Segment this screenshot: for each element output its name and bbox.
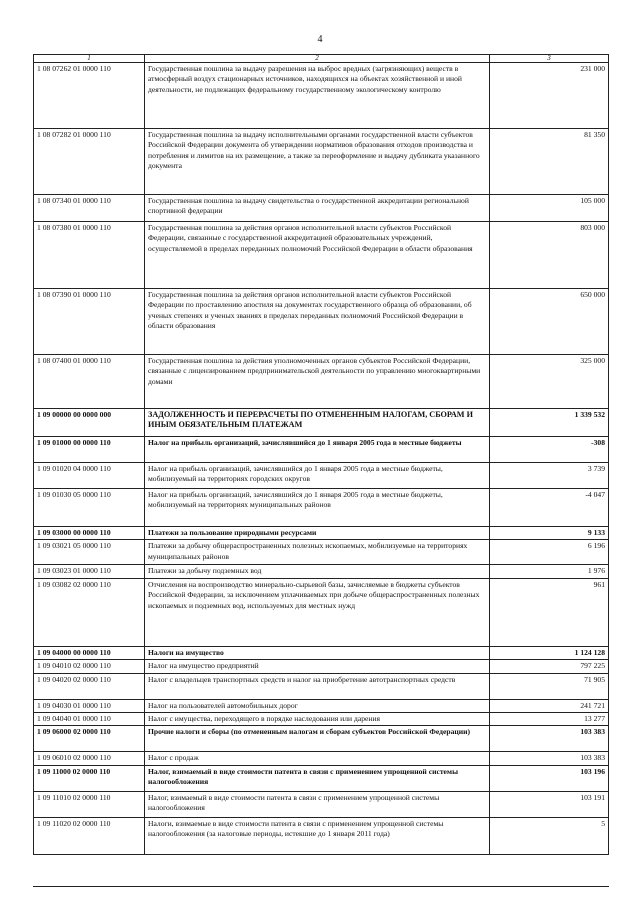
table-row xyxy=(34,673,609,699)
row-code: 1 08 07400 01 0000 110 xyxy=(34,355,145,409)
row-name: Налог на пользователей автомобильных дорог xyxy=(145,699,490,712)
table-header-row xyxy=(34,55,609,63)
row-code: 1 09 04000 00 0000 110 xyxy=(34,646,145,659)
row-name: Налог на прибыль организаций, зачислявшийся до 1 января 2005 года в местные бюджеты, мобилизуемый на территориях городских округов xyxy=(145,463,490,489)
row-name: Государственная пошлина за действия уполномоченных органов субъектов Российской Федерации, связанные с лицензированием предпринимательской деятельности по управлению многоквартирными домами xyxy=(145,355,490,409)
row-amount: 1 339 532 xyxy=(490,409,609,437)
row-name: Налоги, взимаемые в виде стоимости патента в связи с применением упрощенной системы налогообложения (за налоговые периоды, истекшие до 1 января 2011 года) xyxy=(145,817,490,854)
column-header-3: 3 xyxy=(490,55,609,63)
row-amount: 103 383 xyxy=(490,726,609,752)
row-code: 1 09 04030 01 0000 110 xyxy=(34,699,145,712)
row-name: Платежи за добычу подземных вод xyxy=(145,565,490,578)
row-name: ЗАДОЛЖЕННОСТЬ И ПЕРЕРАСЧЕТЫ ПО ОТМЕНЕННЫМ НАЛОГАМ, СБОРАМ И ИНЫМ ОБЯЗАТЕЛЬНЫМ ПЛАТЕЖАМ xyxy=(145,409,490,437)
row-code: 1 09 04020 02 0000 110 xyxy=(34,673,145,699)
row-amount: 105 000 xyxy=(490,195,609,222)
row-amount: 81 350 xyxy=(490,129,609,195)
row-name: Налог на имущество предприятий xyxy=(145,660,490,673)
row-name: Отчисления на воспроизводство минерально-сырьевой базы, зачисляемые в бюджеты субъектов Российской Федерации, за исключением уплачиваемых при добыче общераспространенных полезных ископаемых и подземных вод, используемых для местных нужд xyxy=(145,578,490,646)
row-name: Прочие налоги и сборы (по отмененным налогам и сборам субъектов Российской Федерации) xyxy=(145,726,490,752)
row-name: Государственная пошлина за выдачу свидетельства о государственной аккредитации региональной спортивной федерации xyxy=(145,195,490,222)
row-name: Налог, взимаемый в виде стоимости патента в связи с применением упрощенной системы налогообложения xyxy=(145,791,490,817)
row-code: 1 09 06010 02 0000 110 xyxy=(34,752,145,765)
table-row-subtotal xyxy=(34,726,609,752)
row-code: 1 08 07340 01 0000 110 xyxy=(34,195,145,222)
table-row xyxy=(34,463,609,489)
column-header-1: 1 xyxy=(34,55,145,63)
table-row xyxy=(34,660,609,673)
row-name: Государственная пошлина за выдачу разрешения на выброс вредных (загрязняющих) веществ в атмосферный воздух стационарных источников, находящихся на объектах хозяйственной и иной деятельности, не подлежащих федеральному государственному экологическому контролю xyxy=(145,63,490,129)
row-name: Платежи за добычу общераспространенных полезных ископаемых, мобилизуемые на территориях муниципальных районов xyxy=(145,540,490,565)
row-code: 1 09 01030 05 0000 110 xyxy=(34,489,145,527)
row-name: Государственная пошлина за действия органов исполнительной власти субъектов Российской Федерации по проставлению апостиля на документах государственного образца об образовании, об ученых степенях и ученых званиях в пределах переданных полномочий Российской Федерации в области образования xyxy=(145,289,490,355)
table-row xyxy=(34,129,609,195)
column-header-2: 2 xyxy=(145,55,490,63)
table-row-subtotal xyxy=(34,646,609,659)
row-amount: 1 124 128 xyxy=(490,646,609,659)
row-code: 1 09 11010 02 0000 110 xyxy=(34,791,145,817)
row-amount: 103 383 xyxy=(490,752,609,765)
row-name: Налог с продаж xyxy=(145,752,490,765)
row-amount: 325 000 xyxy=(490,355,609,409)
row-code: 1 09 11000 02 0000 110 xyxy=(34,765,145,791)
row-code: 1 08 07380 01 0000 110 xyxy=(34,222,145,289)
row-code: 1 09 04040 01 0000 110 xyxy=(34,713,145,726)
row-code: 1 09 03023 01 0000 110 xyxy=(34,565,145,578)
table-row xyxy=(34,540,609,565)
table-row-subtotal xyxy=(34,765,609,791)
row-amount: 961 xyxy=(490,578,609,646)
table-row xyxy=(34,195,609,222)
row-amount: 3 739 xyxy=(490,463,609,489)
page-number: 4 xyxy=(317,34,323,45)
row-amount: 6 196 xyxy=(490,540,609,565)
row-amount: -4 047 xyxy=(490,489,609,527)
row-name: Налоги на имущество xyxy=(145,646,490,659)
row-code: 1 09 01020 04 0000 110 xyxy=(34,463,145,489)
table-row xyxy=(34,578,609,646)
table-row-section xyxy=(34,409,609,437)
table-row xyxy=(34,817,609,854)
row-amount: 5 xyxy=(490,817,609,854)
table-row xyxy=(34,752,609,765)
row-code: 1 09 03021 05 0000 110 xyxy=(34,540,145,565)
table-row xyxy=(34,565,609,578)
row-name: Налог, взимаемый в виде стоимости патента в связи с применением упрощенной системы налогообложения xyxy=(145,765,490,791)
row-code: 1 09 04010 02 0000 110 xyxy=(34,660,145,673)
table-row xyxy=(34,791,609,817)
row-code: 1 09 00000 00 0000 000 xyxy=(34,409,145,437)
row-code: 1 08 07282 01 0000 110 xyxy=(34,129,145,195)
table-row xyxy=(34,699,609,712)
table-row xyxy=(34,289,609,355)
table-row xyxy=(34,222,609,289)
row-code: 1 09 11020 02 0000 110 xyxy=(34,817,145,854)
table-row xyxy=(34,355,609,409)
row-code: 1 09 03082 02 0000 110 xyxy=(34,578,145,646)
row-amount: 13 277 xyxy=(490,713,609,726)
row-name: Налог на прибыль организаций, зачислявшийся до 1 января 2005 года в местные бюджеты, мобилизуемый на территориях муниципальных районов xyxy=(145,489,490,527)
row-amount: -308 xyxy=(490,437,609,463)
row-amount: 103 196 xyxy=(490,765,609,791)
row-amount: 231 000 xyxy=(490,63,609,129)
table-row-subtotal xyxy=(34,527,609,540)
row-amount: 803 000 xyxy=(490,222,609,289)
row-amount: 650 000 xyxy=(490,289,609,355)
row-name: Налог с владельцев транспортных средств и налог на приобретение автотранспортных средств xyxy=(145,673,490,699)
row-amount: 71 905 xyxy=(490,673,609,699)
table-row xyxy=(34,489,609,527)
row-code: 1 08 07390 01 0000 110 xyxy=(34,289,145,355)
page-bottom-rule xyxy=(33,886,609,887)
revenue-table xyxy=(33,54,609,855)
row-name: Государственная пошлина за действия органов исполнительной власти субъектов Российской Федерации, связанные с государственной аккредитацией образовательных учреждений, осуществляемой в пределах переданных полномочий Российской Федерации в области образования xyxy=(145,222,490,289)
row-name: Налог с имущества, переходящего в порядке наследования или дарения xyxy=(145,713,490,726)
row-code: 1 08 07262 01 0000 110 xyxy=(34,63,145,129)
table-row-subtotal xyxy=(34,437,609,463)
row-amount: 241 721 xyxy=(490,699,609,712)
row-code: 1 09 06000 02 0000 110 xyxy=(34,726,145,752)
row-name: Платежи за пользование природными ресурсами xyxy=(145,527,490,540)
table-row xyxy=(34,713,609,726)
row-code: 1 09 03000 00 0000 110 xyxy=(34,527,145,540)
row-amount: 103 191 xyxy=(490,791,609,817)
row-code: 1 09 01000 00 0000 110 xyxy=(34,437,145,463)
row-amount: 9 133 xyxy=(490,527,609,540)
row-amount: 797 225 xyxy=(490,660,609,673)
row-name: Налог на прибыль организаций, зачислявшийся до 1 января 2005 года в местные бюджеты xyxy=(145,437,490,463)
row-amount: 1 976 xyxy=(490,565,609,578)
row-name: Государственная пошлина за выдачу исполнительными органами государственной власти субъектов Российской Федерации документа об утверждении нормативов образования отходов производства и потребления и лимитов на их размещение, а также за переоформление и выдачу дубликата указанного документа xyxy=(145,129,490,195)
table-row xyxy=(34,63,609,129)
